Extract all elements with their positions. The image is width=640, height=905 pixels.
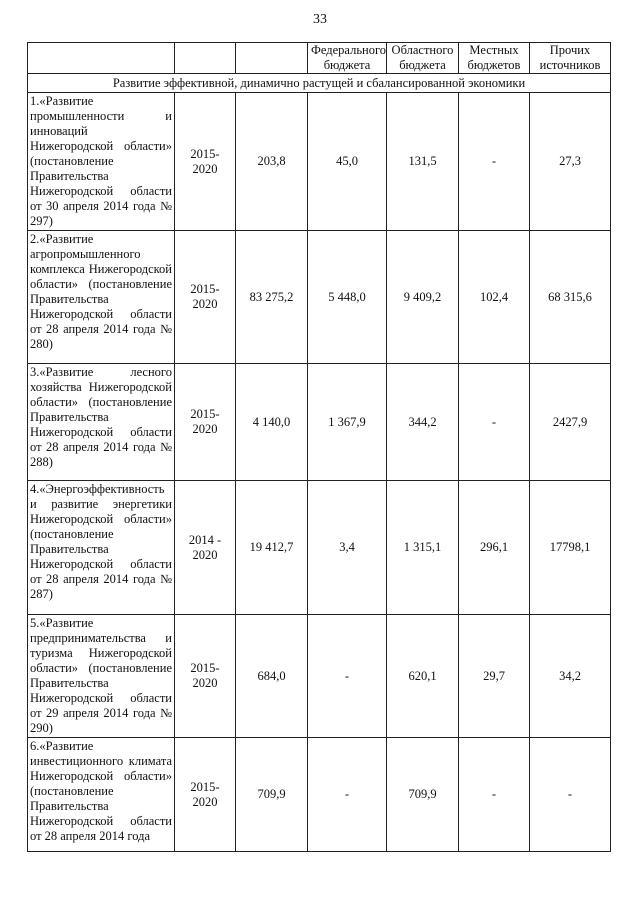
table-row [28, 615, 611, 738]
local-budget-value: 102,4 [459, 231, 530, 364]
program-name: 4.«Энергоэффективность и развитие энергетики Нижегородской области» (постановление Правительства Нижегородской области от 28 апреля 2014 года № 287) [28, 481, 175, 615]
table-row [28, 93, 611, 231]
header-federal: Федерального бюджета [308, 43, 387, 74]
local-budget-value: 296,1 [459, 481, 530, 615]
local-budget-value: - [459, 738, 530, 852]
program-total: 203,8 [236, 93, 308, 231]
program-total: 684,0 [236, 615, 308, 738]
page-number: 33 [313, 12, 327, 27]
program-total: 4 140,0 [236, 364, 308, 481]
program-period: 2015-2020 [175, 93, 236, 231]
other-sources-value: 17798,1 [530, 481, 611, 615]
program-name: 3.«Развитие лесного хозяйства Нижегородской области» (постановление Правительства Нижегородской области от 28 апреля 2014 года № 288) [28, 364, 175, 481]
program-total: 83 275,2 [236, 231, 308, 364]
regional-budget-value: 9 409,2 [387, 231, 459, 364]
table-row [28, 231, 611, 364]
header-program [28, 43, 175, 74]
program-period: 2015-2020 [175, 364, 236, 481]
local-budget-value: - [459, 364, 530, 481]
local-budget-value: 29,7 [459, 615, 530, 738]
program-period: 2015-2020 [175, 231, 236, 364]
other-sources-value: 34,2 [530, 615, 611, 738]
federal-budget-value: - [308, 738, 387, 852]
other-sources-value: 27,3 [530, 93, 611, 231]
regional-budget-value: 131,5 [387, 93, 459, 231]
other-sources-value: 2427,9 [530, 364, 611, 481]
federal-budget-value: 5 448,0 [308, 231, 387, 364]
local-budget-value: - [459, 93, 530, 231]
regional-budget-value: 709,9 [387, 738, 459, 852]
other-sources-value: - [530, 738, 611, 852]
section-title: Развитие эффективной, динамично растущей и сбалансированной экономики [28, 74, 611, 93]
program-period: 2015-2020 [175, 615, 236, 738]
program-total: 709,9 [236, 738, 308, 852]
header-total [236, 43, 308, 74]
other-sources-value: 68 315,6 [530, 231, 611, 364]
regional-budget-value: 344,2 [387, 364, 459, 481]
federal-budget-value: 45,0 [308, 93, 387, 231]
header-local: Местных бюджетов [459, 43, 530, 74]
header-regional: Областного бюджета [387, 43, 459, 74]
table-row [28, 481, 611, 615]
program-name: 1.«Развитие промышленности и инноваций Нижегородской области» (постановление Правительства Нижегородской области от 30 апреля 2014 года № 297) [28, 93, 175, 231]
table-row [28, 738, 611, 852]
header-other: Прочих источников [530, 43, 611, 74]
program-name: 5.«Развитие предпринимательства и туризма Нижегородской области» (постановление Правительства Нижегородской области от 29 апреля 2014 года № 290) [28, 615, 175, 738]
program-name: 2.«Развитие агропромышленного комплекса Нижегородской области» (постановление Правительства Нижегородской области от 28 апреля 2014 года № 280) [28, 231, 175, 364]
header-period [175, 43, 236, 74]
budget-table [27, 42, 611, 852]
program-total: 19 412,7 [236, 481, 308, 615]
table-header-row [28, 43, 611, 74]
section-row [28, 74, 611, 93]
federal-budget-value: - [308, 615, 387, 738]
federal-budget-value: 1 367,9 [308, 364, 387, 481]
regional-budget-value: 1 315,1 [387, 481, 459, 615]
table-row [28, 364, 611, 481]
program-name: 6.«Развитие инвестиционного климата Нижегородской области» (постановление Правительства Нижегородской области от 28 апреля 2014 года [28, 738, 175, 852]
regional-budget-value: 620,1 [387, 615, 459, 738]
federal-budget-value: 3,4 [308, 481, 387, 615]
program-period: 2014 - 2020 [175, 481, 236, 615]
program-period: 2015-2020 [175, 738, 236, 852]
